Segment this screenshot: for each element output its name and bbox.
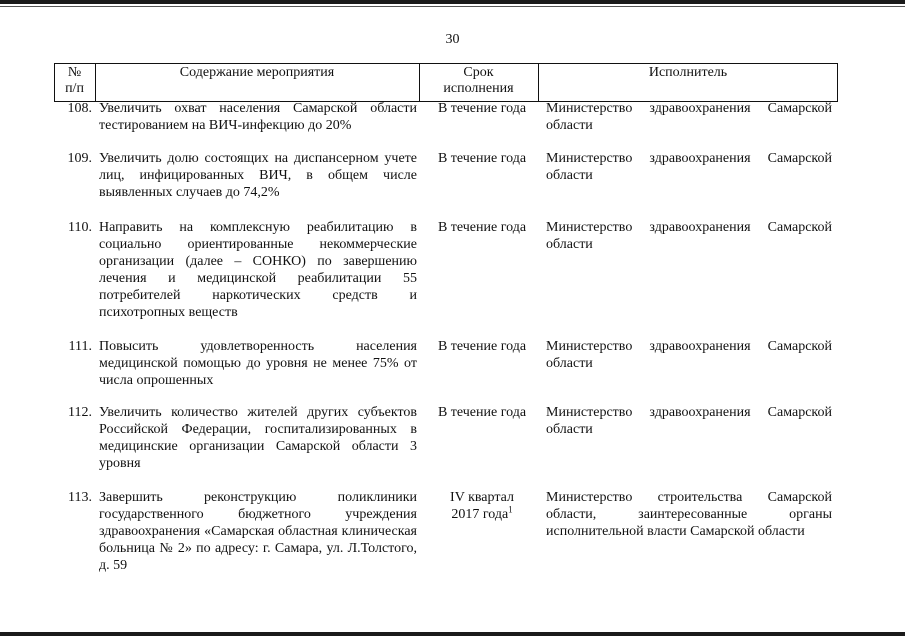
row-term: В течение года	[437, 339, 527, 354]
table-header	[54, 63, 838, 102]
header-num: № п/п	[65, 65, 84, 96]
top-border-thin	[0, 6, 905, 7]
row-content: Увеличить долю состоящих на диспансерном учете лиц, инфицированных ВИЧ, в общем числе выявленных случаев до 74,2%	[99, 151, 417, 200]
header-term: Срок исполнения	[443, 65, 514, 96]
row-term: В течение года	[437, 220, 527, 235]
row-term-text: IV квартал 2017 года	[450, 490, 514, 522]
header-content: Содержание мероприятия	[179, 65, 335, 80]
row-content: Увеличить количество жителей других субъектов Российской Федерации, госпитализированных в медицинские организации Самарской области 3 уровня	[99, 405, 417, 471]
row-term	[439, 489, 525, 523]
row-term: В течение года	[437, 101, 527, 116]
row-number: 109.	[67, 151, 92, 166]
row-executor: Министерство здравоохранения Самарской области	[546, 339, 832, 371]
page-number: 30	[445, 32, 460, 47]
bottom-border	[0, 632, 905, 636]
row-term: В течение года	[437, 151, 527, 166]
top-border	[0, 0, 905, 4]
header-executor: Исполнитель	[648, 65, 728, 80]
row-executor: Министерство здравоохранения Самарской области	[546, 220, 832, 252]
row-number: 110.	[68, 220, 92, 235]
row-executor: Министерство здравоохранения Самарской области	[546, 151, 832, 183]
row-executor: Министерство здравоохранения Самарской области	[546, 101, 832, 133]
row-number: 113.	[68, 490, 92, 505]
row-content: Повысить удовлетворенность населения медицинской помощью до уровня не менее 75% от числа опрошенных	[99, 339, 417, 388]
row-number: 108.	[67, 101, 92, 116]
row-number: 111.	[68, 339, 92, 354]
row-number: 112.	[68, 405, 92, 420]
footnote-marker: 1	[508, 504, 513, 515]
row-executor: Министерство строительства Самарской области, заинтересованные органы исполнительной власти Самарской области	[546, 490, 832, 539]
row-content: Завершить реконструкцию поликлиники государственного бюджетного учреждения здравоохранения «Самарская областная клиническая больница № 2» по адресу: г. Самара, ул. Л.Толстого, д. 59	[99, 490, 417, 573]
row-term: В течение года	[437, 405, 527, 420]
row-executor: Министерство здравоохранения Самарской области	[546, 405, 832, 437]
row-content: Направить на комплексную реабилитацию в социально ориентированные некоммерческие организации (далее – СОНКО) по завершению лечения и медицинской реабилитации 55 потребителей наркотических средств и психотропных веществ	[99, 220, 417, 320]
row-content: Увеличить охват населения Самарской области тестированием на ВИЧ-инфекцию до 20%	[99, 101, 417, 133]
